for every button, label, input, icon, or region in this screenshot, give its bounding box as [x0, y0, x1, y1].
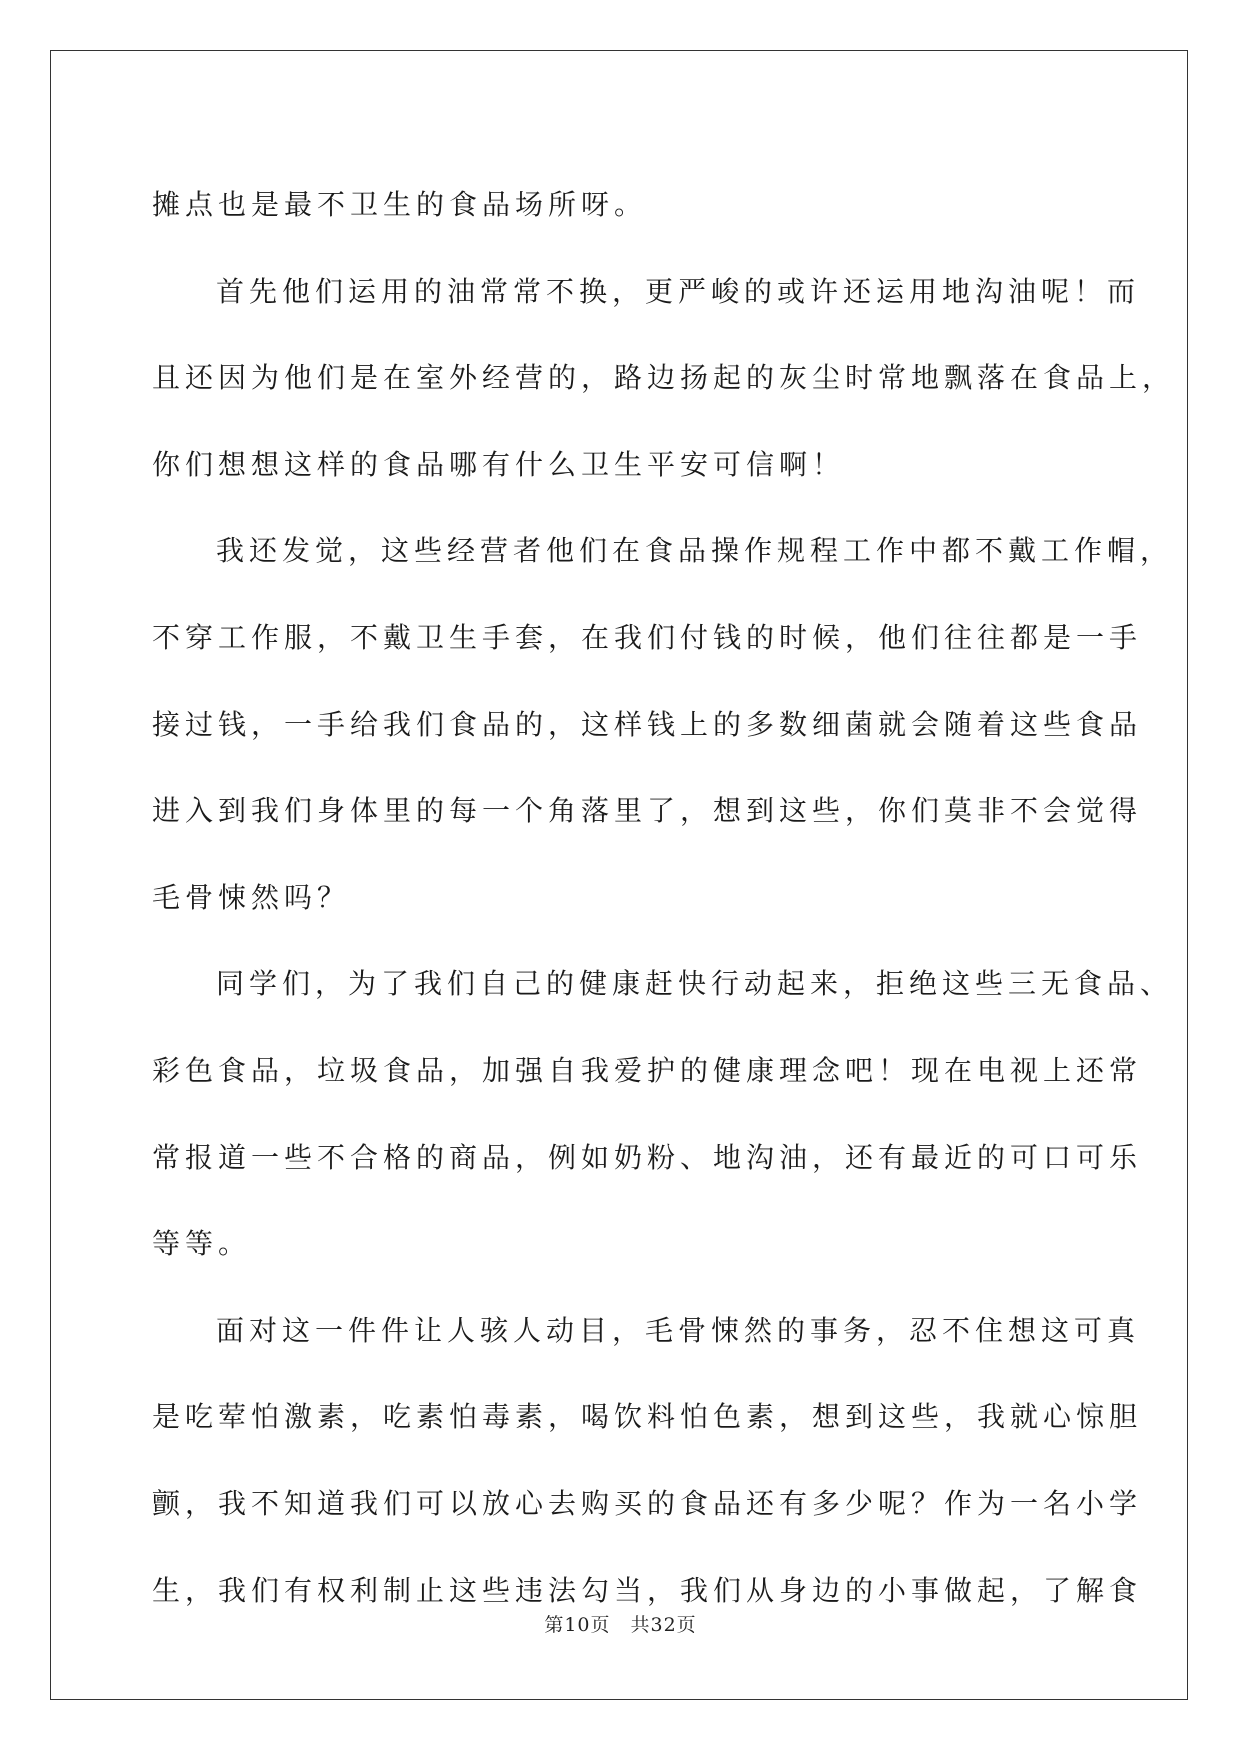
text-line: 首先他们运用的油常常不换，更严峻的或许还运用地沟油呢！而 — [216, 274, 1141, 308]
text-line: 等等。 — [152, 1227, 252, 1261]
text-line: 进入到我们身体里的每一个角落里了，想到这些，你们莫非不会觉得 — [152, 794, 1143, 828]
text-line: 我还发觉，这些经营者他们在食品操作规程工作中都不戴工作帽， — [216, 534, 1174, 568]
text-line: 毛骨悚然吗？ — [152, 880, 351, 914]
text-line: 不穿工作服，不戴卫生手套，在我们付钱的时候，他们往往都是一手 — [152, 620, 1143, 654]
text-line: 常报道一些不合格的商品，例如奶粉、地沟油，还有最近的可口可乐 — [152, 1140, 1143, 1174]
document-body — [152, 162, 1176, 1634]
text-line: 摊点也是最不卫生的食品场所呀。 — [152, 188, 648, 221]
text-line: 面对这一件件让人骇人动目，毛骨悚然的事务，忍不住想这可真 — [216, 1313, 1141, 1347]
text-line: 且还因为他们是在室外经营的，路边扬起的灰尘时常地飘落在食品上， — [152, 361, 1176, 395]
text-line: 同学们，为了我们自己的健康赶快行动起来，拒绝这些三无食品、 — [216, 967, 1174, 1001]
text-line: 你们想想这样的食品哪有什么卫生平安可信啊！ — [152, 447, 846, 481]
text-line: 彩色食品，垃圾食品，加强自我爱护的健康理念吧！现在电视上还常 — [152, 1053, 1143, 1087]
text-line: 生，我们有权利制止这些违法勾当，我们从身边的小事做起，了解食 — [152, 1573, 1143, 1607]
text-line: 是吃荤怕激素，吃素怕毒素，喝饮料怕色素，想到这些，我就心惊胆 — [152, 1400, 1143, 1434]
page-number-footer: 第10页 共32页 — [544, 1614, 697, 1636]
text-line: 接过钱，一手给我们食品的，这样钱上的多数细菌就会随着这些食品 — [152, 707, 1143, 741]
text-line: 颤，我不知道我们可以放心去购买的食品还有多少呢？作为一名小学 — [152, 1486, 1143, 1520]
